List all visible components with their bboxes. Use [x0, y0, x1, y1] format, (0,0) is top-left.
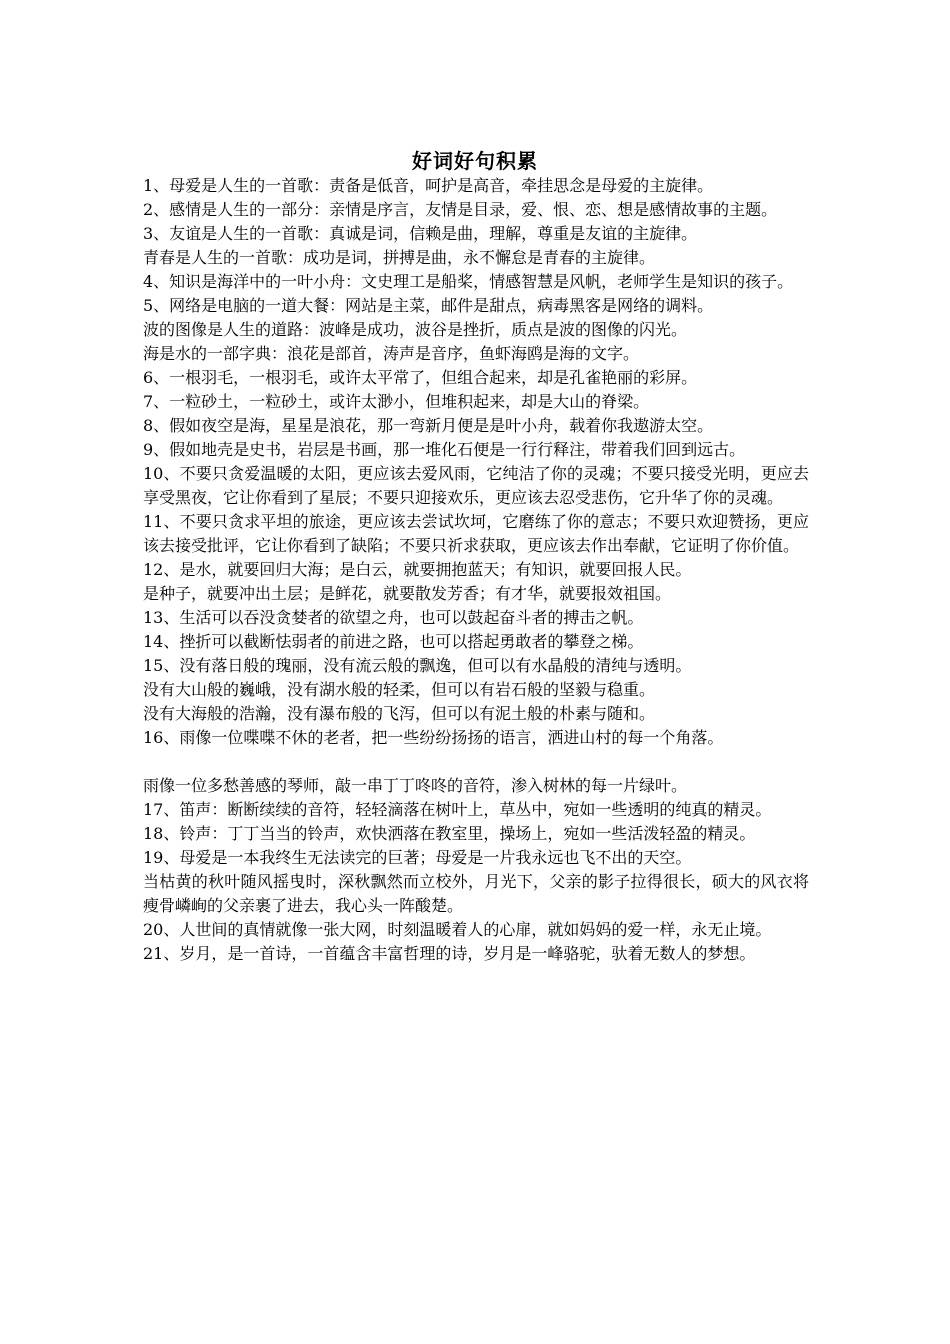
paragraph-2: 2、感情是人生的一部分：亲情是序言，友情是目录，爱、恨、恋、想是感情故事的主题。 [143, 200, 778, 219]
paragraph-15-ocean: 没有大海般的浩瀚，没有瀑布般的飞泻，但可以有泥土般的朴素与随和。 [143, 704, 656, 723]
document-title: 好词好句积累 [412, 149, 538, 173]
paragraph-16: 16、雨像一位喋喋不休的老者，把一些纷纷扬扬的语言，洒进山村的每一个角落。 [143, 728, 724, 747]
paragraph-20: 20、人世间的真情就像一张大网，时刻温暖着人的心扉，就如妈妈的爱一样，永无止境。 [143, 920, 772, 939]
paragraph-19: 19、母爱是一本我终生无法读完的巨著；母爱是一片我永远也飞不出的天空。 [143, 848, 692, 867]
paragraph-11: 11、不要只贪求平坦的旅途，更应该去尝试坎坷，它磨练了你的意志；不要只欢迎赞扬，更应该去接受批评，它让你看到了缺陷；不要只祈求获取，更应该去作出奉献，它证明了你价值。 [143, 512, 809, 555]
document-body [143, 174, 809, 966]
paragraph-13: 13、生活可以吞没贪婪者的欲望之舟，也可以鼓起奋斗者的搏击之帆。 [143, 608, 644, 627]
paragraph-21: 21、岁月，是一首诗，一首蕴含丰富哲理的诗，岁月是一峰骆驼，驮着无数人的梦想。 [143, 944, 756, 963]
paragraph-16-rain: 雨像一位多愁善感的琴师，敲一串丁丁咚咚的音符，渗入树林的每一片绿叶。 [143, 776, 688, 795]
paragraph-12-seed: 是种子，就要冲出土层；是鲜花，就要散发芳香；有才华，就要报效祖国。 [143, 584, 672, 603]
paragraph-8: 8、假如夜空是海，星星是浪花，那一弯新月便是是叶小舟，载着你我遨游太空。 [143, 416, 714, 435]
paragraph-5-wave: 波的图像是人生的道路：波峰是成功，波谷是挫折，质点是波的图像的闪光。 [143, 320, 688, 339]
blank-line [143, 750, 809, 774]
paragraph-6: 6、一根羽毛，一根羽毛，或许太平常了，但组合起来，却是孔雀艳丽的彩屏。 [143, 368, 698, 387]
paragraph-10: 10、不要只贪爱温暖的太阳，更应该去爱风雨，它纯洁了你的灵魂；不要只接受光明，更应去享受黑夜，它让你看到了星辰；不要只迎接欢乐，更应该去忍受悲伤，它升华了你的灵魂。 [143, 464, 809, 507]
paragraph-15: 15、没有落日般的瑰丽，没有流云般的飘逸，但可以有水晶般的清纯与透明。 [143, 656, 692, 675]
paragraph-1: 1、母爱是人生的一首歌：责备是低音，呵护是高音，牵挂思念是母爱的主旋律。 [143, 176, 714, 195]
paragraph-18: 18、铃声：丁丁当当的铃声，欢快洒落在教室里，操场上，宛如一些活泼轻盈的精灵。 [143, 824, 756, 843]
paragraph-9: 9、假如地壳是史书，岩层是书画，那一堆化石便是一行行释注，带着我们回到远古。 [143, 440, 746, 459]
paragraph-7: 7、一粒砂土，一粒砂土，或许太渺小，但堆积起来，却是大山的脊梁。 [143, 392, 650, 411]
paragraph-19-autumn: 当枯黄的秋叶随风摇曳时，深秋飘然而立校外，月光下，父亲的影子拉得很长，硕大的风衣将瘦骨嶙峋的父亲裹了进去，我心头一阵酸楚。 [143, 872, 809, 915]
paragraph-4: 4、知识是海洋中的一叶小舟：文史理工是船桨，情感智慧是风帆，老师学生是知识的孩子。 [143, 272, 794, 291]
paragraph-17: 17、笛声：断断续续的音符，轻轻滴落在树叶上，草丛中，宛如一些透明的纯真的精灵。 [143, 800, 772, 819]
paragraph-5: 5、网络是电脑的一道大餐：网站是主菜，邮件是甜点，病毒黑客是网络的调料。 [143, 296, 714, 315]
paragraph-15-mountain: 没有大山般的巍峨，没有湖水般的轻柔，但可以有岩石般的坚毅与稳重。 [143, 680, 656, 699]
paragraph-14: 14、挫折可以截断怯弱者的前进之路，也可以搭起勇敢者的攀登之梯。 [143, 632, 644, 651]
paragraph-3: 3、友谊是人生的一首歌：真诚是词，信赖是曲，理解，尊重是友谊的主旋律。 [143, 224, 698, 243]
paragraph-3-youth: 青春是人生的一首歌：成功是词，拼搏是曲，永不懈怠是青春的主旋律。 [143, 248, 656, 267]
paragraph-5-sea: 海是水的一部字典：浪花是部首，涛声是音序，鱼虾海鸥是海的文字。 [143, 344, 640, 363]
paragraph-12: 12、是水，就要回归大海；是白云，就要拥抱蓝天；有知识，就要回报人民。 [143, 560, 692, 579]
